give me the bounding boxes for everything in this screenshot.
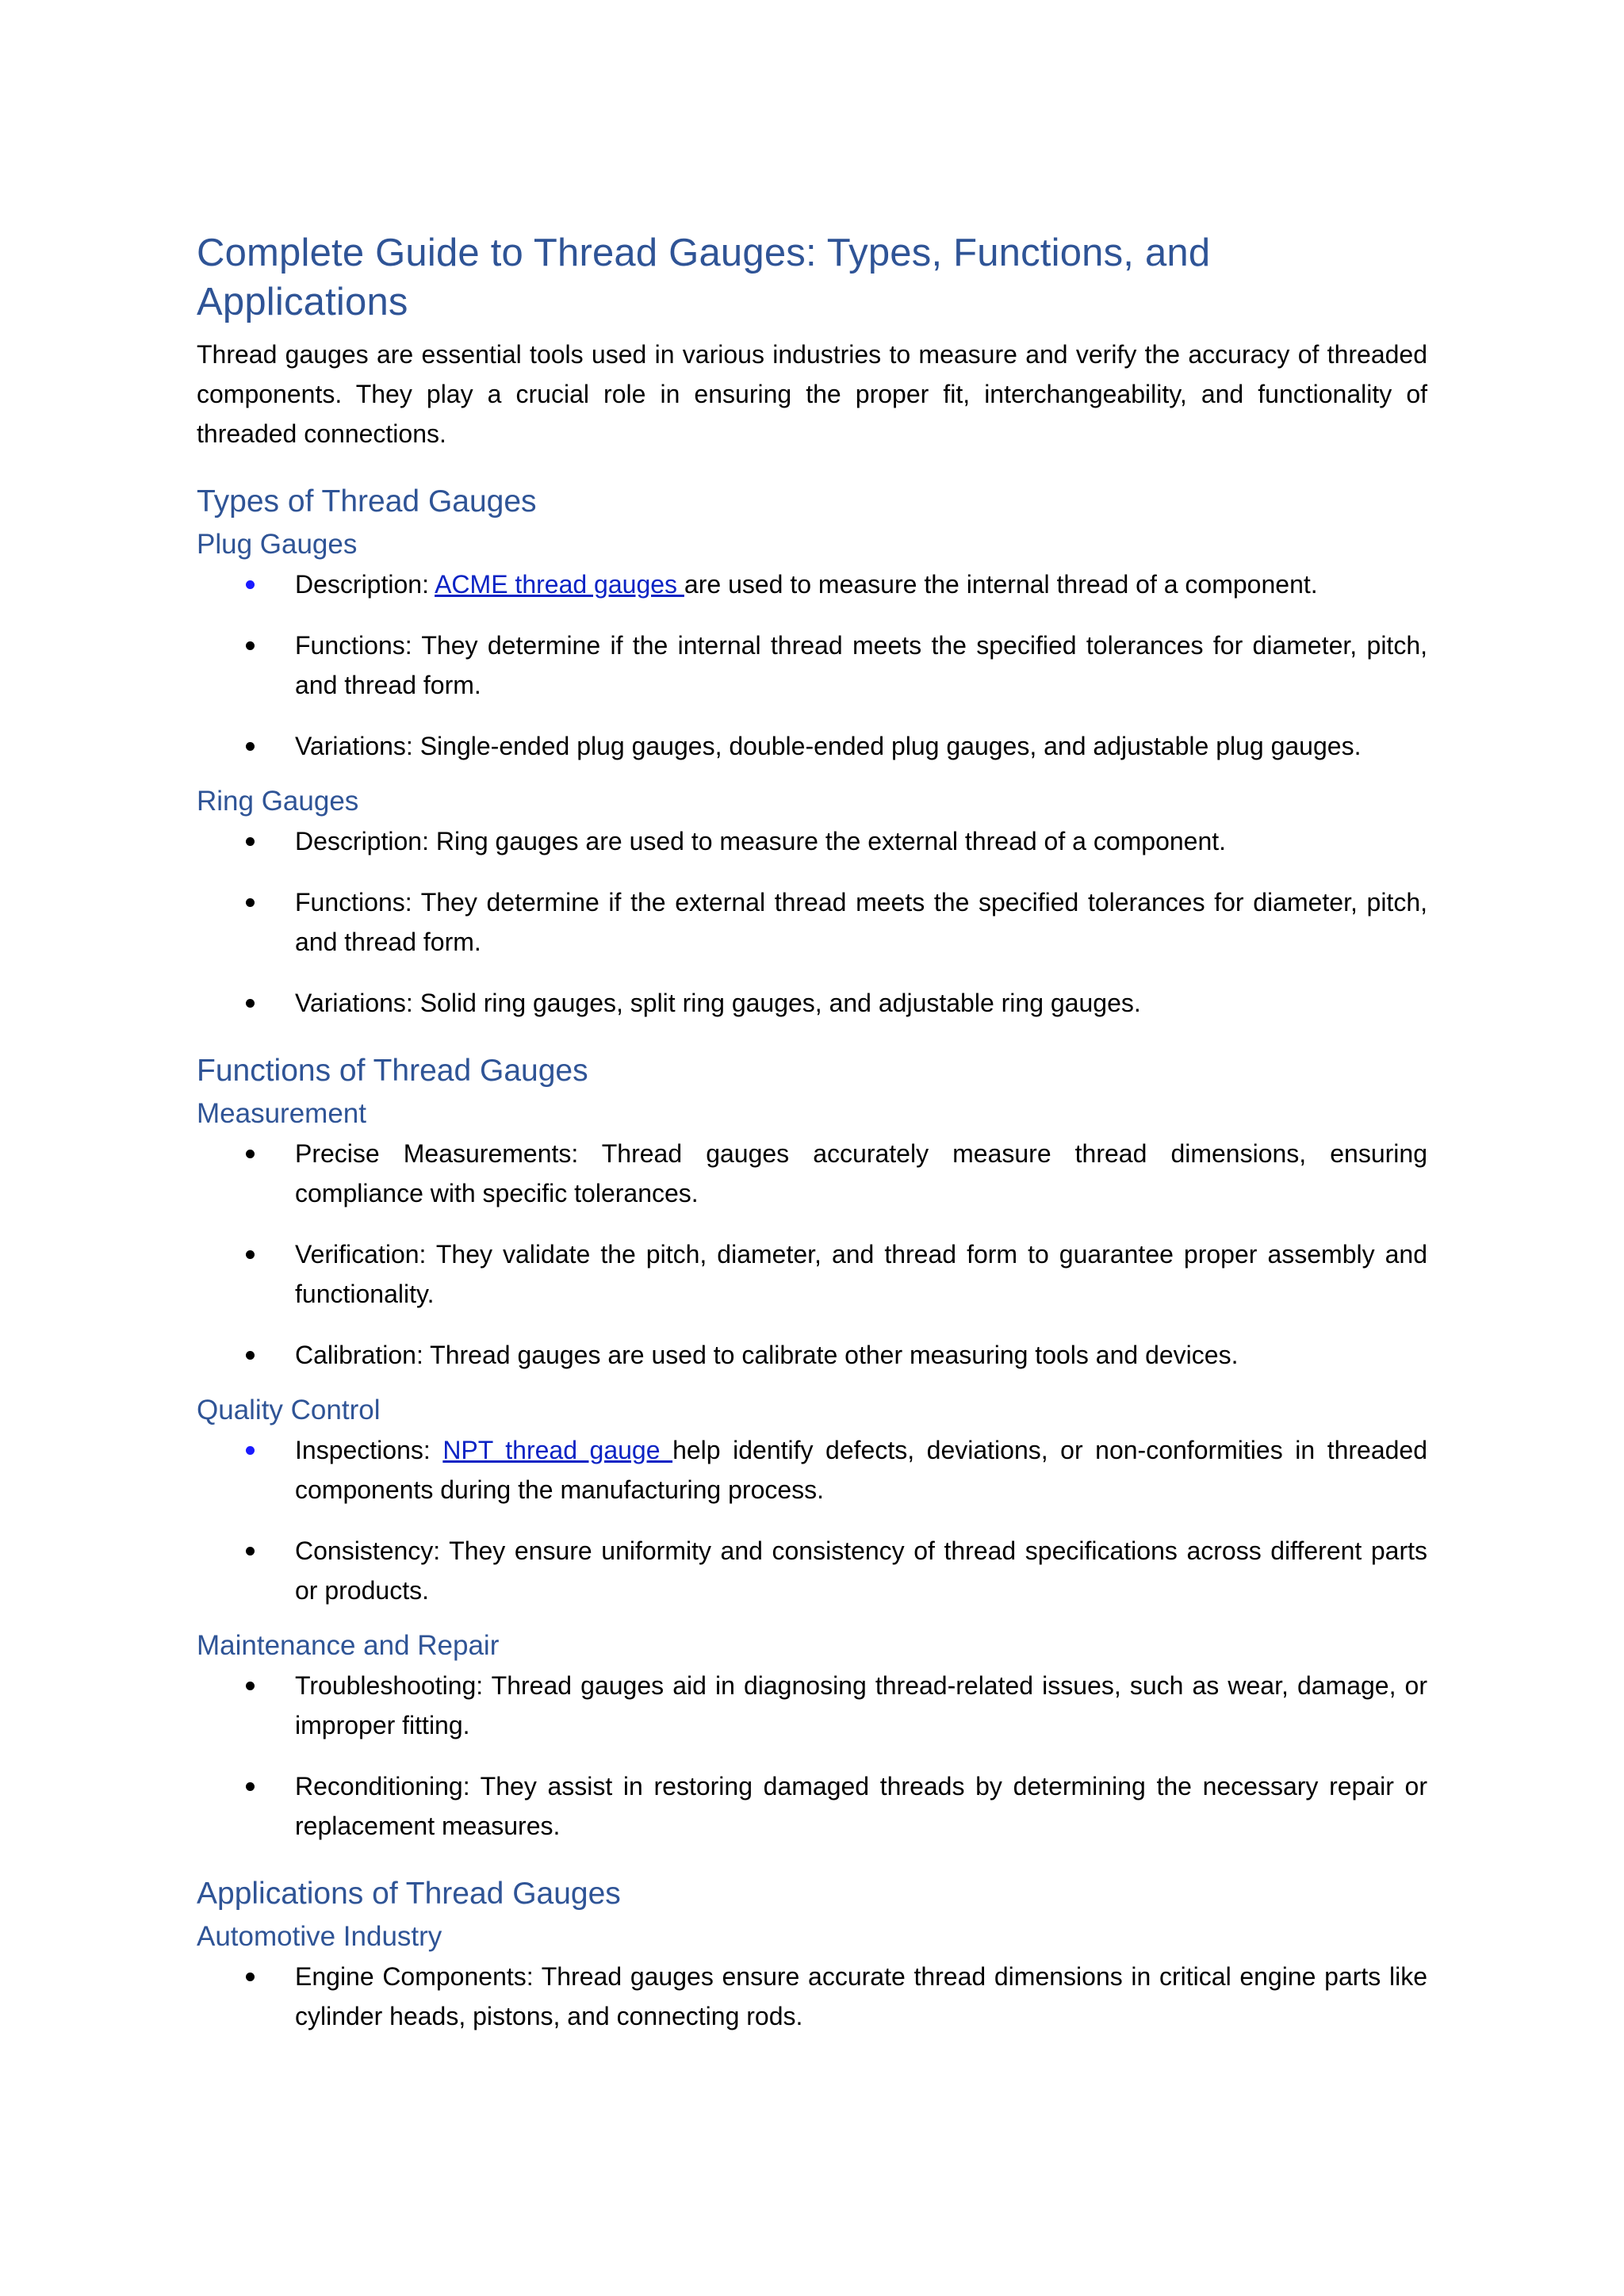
maintenance-list — [197, 1666, 1427, 1846]
applications-heading: Applications of Thread Gauges — [197, 1877, 621, 1911]
maintenance-heading: Maintenance and Repair — [197, 1630, 500, 1661]
bullet-icon — [246, 742, 255, 751]
list-item: Calibration: Thread gauges are used to calibrate other measuring tools and devices. — [197, 1335, 1427, 1375]
list-item: Precise Measurements: Thread gauges accurately measure thread dimensions, ensuring compliance with specific tolerances. — [197, 1134, 1427, 1213]
list-item: Functions: They determine if the external thread meets the specified tolerances for diameter, pitch, and thread form. — [197, 882, 1427, 962]
bullet-icon — [246, 1446, 255, 1455]
bullet-icon — [246, 580, 255, 589]
measurement-list — [197, 1134, 1427, 1375]
list-item: Engine Components: Thread gauges ensure accurate thread dimensions in critical engine parts like cylinder heads, pistons, and connecting rods. — [197, 1957, 1427, 2036]
functions-heading: Functions of Thread Gauges — [197, 1054, 588, 1088]
ring-gauges-list — [197, 821, 1427, 1023]
measurement-heading: Measurement — [197, 1098, 366, 1129]
bullet-icon — [246, 837, 255, 846]
list-item: Reconditioning: They assist in restoring damaged threads by determining the necessary repair or replacement measures. — [197, 1766, 1427, 1846]
bullet-icon — [246, 1351, 255, 1360]
bullet-icon — [246, 1250, 255, 1259]
bullet-icon — [246, 1973, 255, 1981]
list-item: Verification: They validate the pitch, diameter, and thread form to guarantee proper assembly and functionality. — [197, 1234, 1427, 1314]
list-item: Functions: They determine if the internal thread meets the specified tolerances for diameter, pitch, and thread form. — [197, 626, 1427, 705]
types-heading: Types of Thread Gauges — [197, 484, 537, 519]
bullet-icon — [246, 1782, 255, 1791]
list-item: Inspections: NPT thread gauge help identify defects, deviations, or non-conformities in threaded components during the manufacturing process. — [197, 1430, 1427, 1510]
list-item: Variations: Single-ended plug gauges, double-ended plug gauges, and adjustable plug gauges. — [197, 726, 1427, 766]
intro-paragraph: Thread gauges are essential tools used in various industries to measure and verify the accuracy of threaded components. They play a crucial role in ensuring the proper fit, interchangeability, and functionality of threaded connections. — [197, 340, 1427, 448]
list-item: Troubleshooting: Thread gauges aid in diagnosing thread-related issues, such as wear, damage, or improper fitting. — [197, 1666, 1427, 1745]
automotive-heading: Automotive Industry — [197, 1921, 442, 1952]
bullet-icon — [246, 999, 255, 1008]
quality-control-list — [197, 1430, 1427, 1610]
list-item: Variations: Solid ring gauges, split ring gauges, and adjustable ring gauges. — [197, 983, 1427, 1023]
quality-control-heading: Quality Control — [197, 1395, 381, 1425]
list-item: Description: ACME thread gauges are used to measure the internal thread of a component. — [197, 564, 1427, 604]
document-page — [197, 228, 1427, 2053]
plug-gauges-heading: Plug Gauges — [197, 529, 358, 560]
list-item: Consistency: They ensure uniformity and consistency of thread specifications across different parts or products. — [197, 1531, 1427, 1610]
automotive-list — [197, 1957, 1427, 2036]
bullet-icon — [246, 1547, 255, 1556]
ring-gauges-heading: Ring Gauges — [197, 786, 359, 817]
page-title: Complete Guide to Thread Gauges: Types, Functions, and Applications — [197, 232, 1211, 323]
npt-thread-gauge-link[interactable]: NPT thread gauge — [442, 1436, 673, 1464]
bullet-icon — [246, 641, 255, 650]
list-item: Description: Ring gauges are used to measure the external thread of a component. — [197, 821, 1427, 861]
plug-gauges-list — [197, 564, 1427, 766]
bullet-icon — [246, 1150, 255, 1158]
bullet-icon — [246, 898, 255, 907]
bullet-icon — [246, 1682, 255, 1690]
acme-thread-gauges-link[interactable]: ACME thread gauges — [435, 570, 684, 599]
